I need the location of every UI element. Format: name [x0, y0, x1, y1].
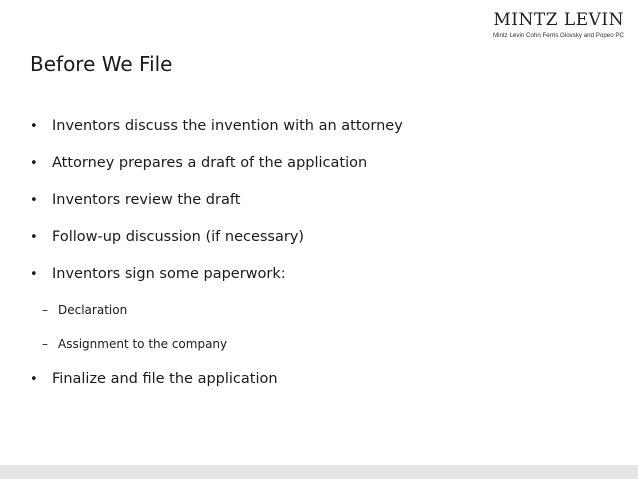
- bullet-text: Inventors discuss the invention with an attorney: [52, 118, 403, 134]
- bullet-text: Finalize and file the application: [52, 371, 278, 387]
- bullet-item: [30, 155, 403, 192]
- footer-bar: [0, 465, 638, 479]
- bullet-icon: •: [30, 156, 38, 171]
- bullet-icon: •: [30, 230, 38, 245]
- bullet-item: [30, 229, 403, 266]
- logo-name: MINTZ LEVIN: [493, 10, 624, 30]
- sub-bullet-item: [30, 303, 403, 337]
- bullet-icon: •: [30, 193, 38, 208]
- dash-icon: –: [42, 303, 48, 317]
- bullet-item: [30, 371, 403, 408]
- dash-icon: –: [42, 337, 48, 351]
- bullet-item: [30, 118, 403, 155]
- sub-bullet-text: Assignment to the company: [58, 337, 228, 351]
- logo-subtitle: Mintz Levin Cohn Ferris Glovsky and Popeo PC: [492, 32, 624, 39]
- sub-bullet-text: Declaration: [58, 303, 128, 317]
- bullet-item: [30, 266, 403, 303]
- bullet-text: Inventors review the draft: [52, 192, 241, 208]
- bullet-list: [30, 118, 403, 408]
- bullet-icon: •: [30, 119, 38, 134]
- bullet-icon: •: [30, 372, 38, 387]
- bullet-icon: •: [30, 267, 38, 282]
- bullet-text: Inventors sign some paperwork:: [52, 266, 286, 282]
- sub-bullet-item: [30, 337, 403, 371]
- slide-title: Before We File: [30, 52, 173, 76]
- company-logo: [493, 12, 624, 39]
- bullet-text: Follow-up discussion (if necessary): [52, 229, 305, 245]
- bullet-text: Attorney prepares a draft of the application: [52, 155, 368, 171]
- bullet-item: [30, 192, 403, 229]
